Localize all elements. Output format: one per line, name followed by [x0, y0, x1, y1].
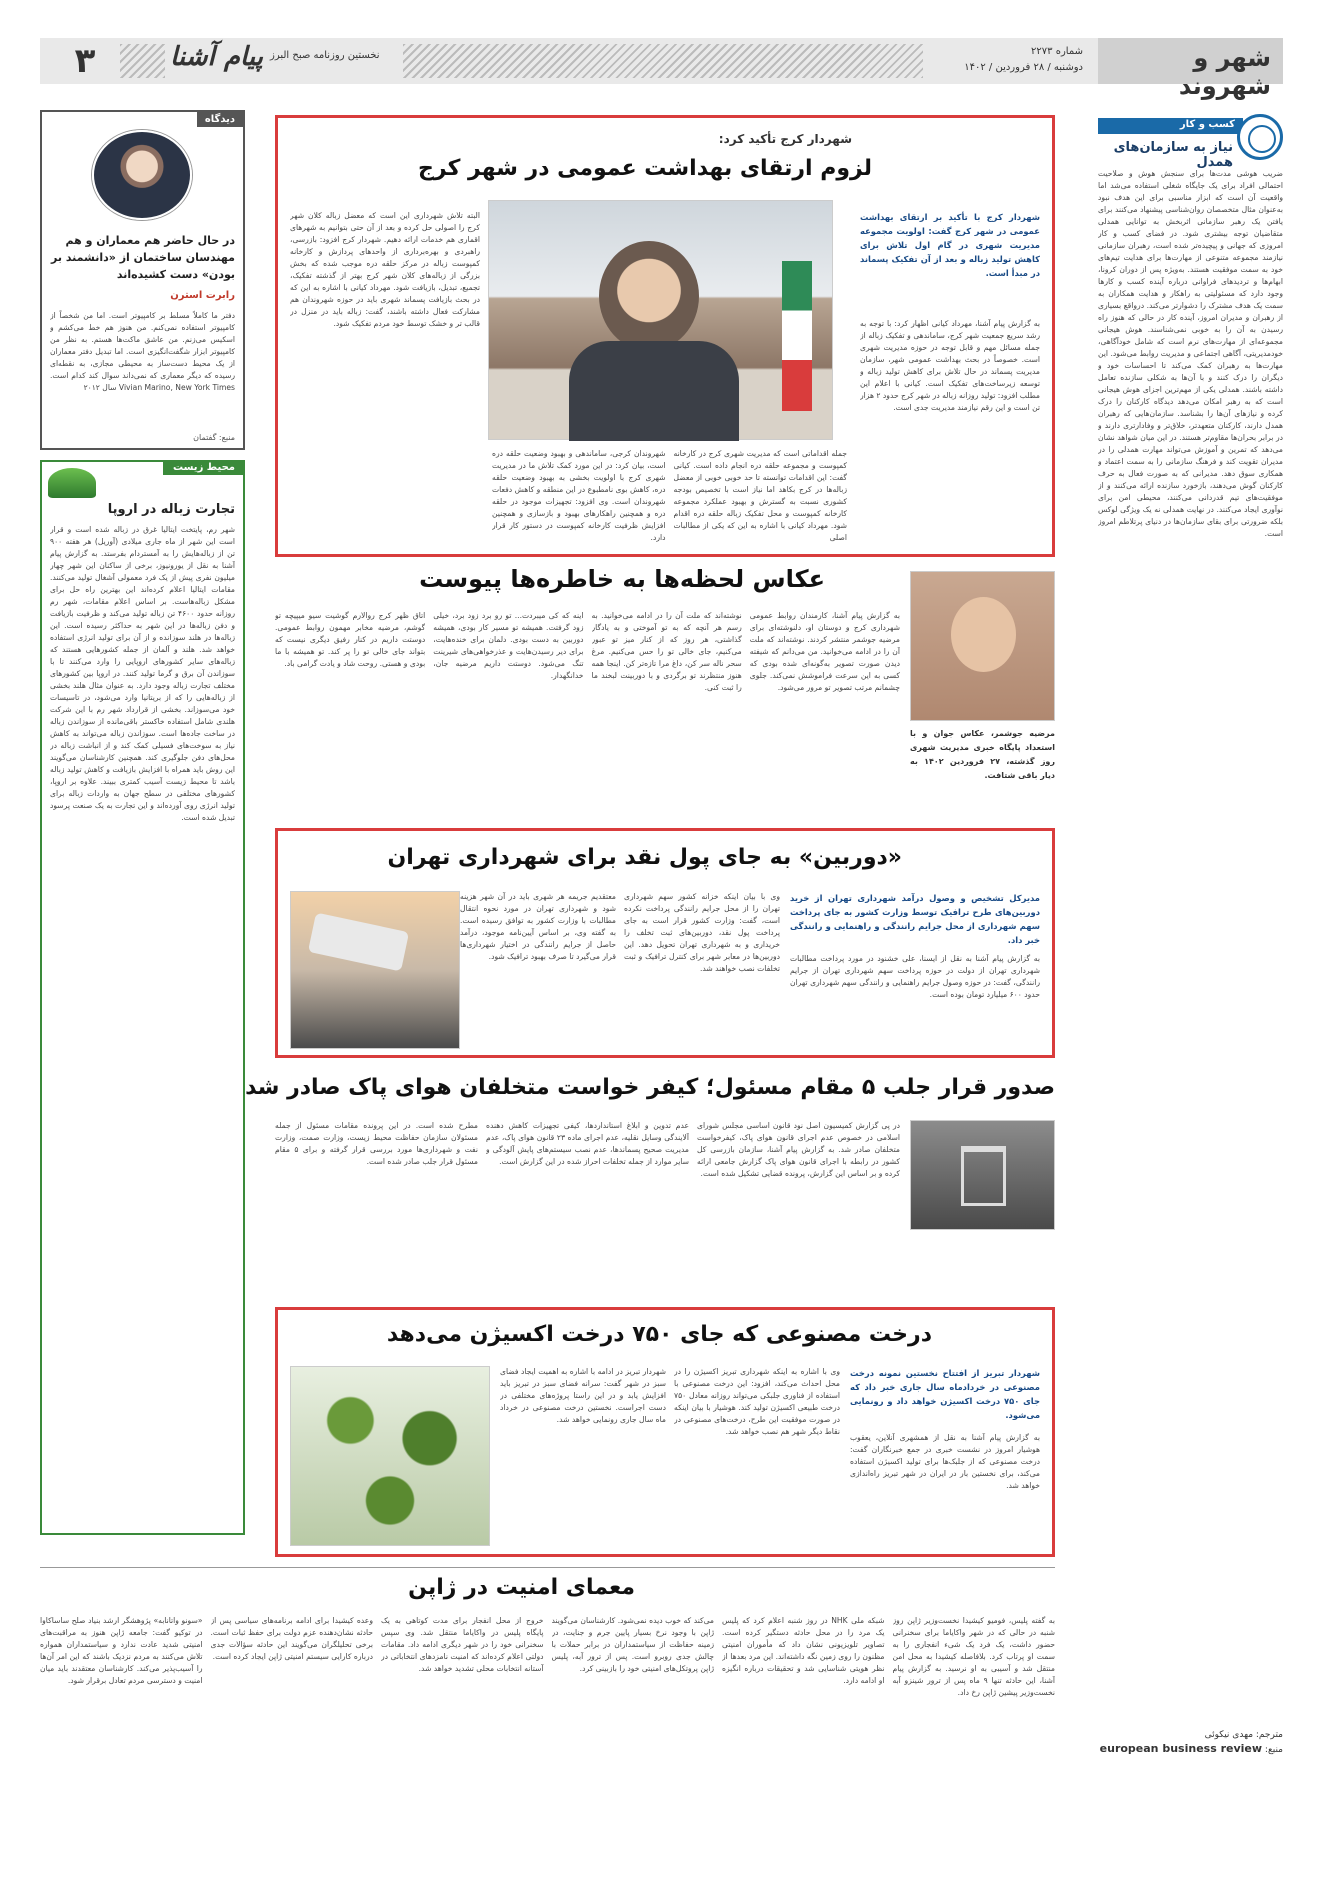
- article-column: وعده کیشیدا برای ادامه برنامه‌های سیاسی پس از حادثه نشان‌دهنده عزم دولت برای حفظ ثبات است. برخی تحلیلگران می‌گویند این حادثه سؤالات جدی درباره کارایی سیستم امنیتی ژاپن ایجاد کرده است.: [210, 1616, 373, 1661]
- source-name: european business review: [1099, 1742, 1263, 1755]
- article-body: [460, 891, 780, 1051]
- divider-line: [40, 1567, 1055, 1568]
- business-column: [1098, 110, 1283, 1840]
- article-column: به گزارش پیام آشنا، مهرداد کیانی اظهار کرد: با توجه به رشد سریع جمعیت شهر کرج، ساماندهی و تفکیک زباله از جمله مسائل مهم و قابل توجه در حوزه مدیریت شهری است. خصوصاً در بحث بهداشت عمومی شهر، سازمان مدیریت پسماند در حال تلاش برای کاهش تولید زباله و توسعه زیرساخت‌های تفکیک است. کیانی با اعلام این مطلب افزود: تولید روزانه زباله در شهر کرج حدود ۲ هزار تن است و این رقم نیازمند مدیریت جدی است.: [860, 319, 1040, 412]
- person-figure: [599, 241, 699, 351]
- viewpoint-quote: در حال حاضر هم معماران و هم مهندسان ساختمان از «دانشمند بر بودن» دست کشیده‌اند: [51, 234, 235, 281]
- article-body: [500, 1366, 840, 1551]
- article-headline: «دوربین» به جای پول نقد برای شهرداری تهران: [387, 845, 902, 870]
- business-title: نیاز به سازمان‌های همدل: [1113, 140, 1233, 170]
- issue-info: [964, 44, 1083, 76]
- article-body: [860, 318, 1040, 548]
- article-headline: معمای امنیت در ژاپن: [408, 1575, 635, 1600]
- article-lead: شهردار کرج با تأکید بر ارتقای بهداشت عمومی در شهر کرج گفت: اولویت مجموعه مدیریت شهری در گام اول تلاش برای کاهش تولید زباله و بعد از آن تفکیک پسماند در مبدأ است.: [860, 212, 1040, 278]
- article-column: «سونو واتانابه» پژوهشگر ارشد بنیاد صلح ساساکاوا در توکیو گفت: جامعه ژاپن هنوز به مراقبت‌های امنیتی شدید عادت ندارد و سیاستمداران همواره تلاش می‌کنند به مردم نزدیک باشند که این امر آن‌ها را آسیب‌پذیر می‌کند. کارشناسان معتقدند باید میان امنیت و دسترسی مردم تعادل برقرار شود.: [40, 1616, 203, 1685]
- article-column: عدم تدوین و ابلاغ استانداردها، کیفی تجهیزات کاهش دهنده آلایندگی وسایل نقلیه، عدم اجرای ماده ۲۳ قانون هوای پاک، عدم مدیریت صحیح پسماندها، عدم نصب سیستم‌های پایش آلودگی و سایر موارد از جمله تخلفات احراز شده در این گزارش است.: [486, 1121, 689, 1166]
- tagline: نخستین روزنامه صبح البرز: [270, 50, 380, 61]
- viewpoint-body: دفتر ما کاملاً مسلط بر کامپیوتر است. اما من شخصاً از کامپیوتر استفاده نمی‌کنم. من هنوز هم خط می‌کشم و اسکیس می‌زنم. من عاشق ماکت‌ها هستم. به نظر من کامپیوتر ابزار شگفت‌انگیزی است. اما تبدیل دفتر معماران از یک محیط دست‌ساز به محیطی مجازی، به نقطه‌ای رسیده که دیگر معماری که نمی‌داند سوال کند کدام است. Vivian Marino, New York Times سال ۲۰۱۲: [50, 311, 235, 392]
- suit-shape: [569, 341, 739, 441]
- environment-title: تجارت زباله در اروپا: [107, 502, 235, 517]
- article-column: به گفته پلیس، فومیو کیشیدا نخست‌وزیر ژاپن روز شنبه در حالی که در شهر واکایاما برای سخنرانی حضور داشت، یک فرد یک شیء انفجاری را به سمت او پرتاب کرد. بلافاصله کیشیدا به محل امن منتقل شد و آسیبی به او نرسید. به گزارش پیام آشنا، این حادثه تنها ۹ ماه پس از ترور شینزو آبه نخست‌وزیر پیشین ژاپن رخ داد.: [892, 1616, 1055, 1697]
- environment-body: شهر رم، پایتخت ایتالیا غرق در زباله شده است و قرار است این شهر از ماه جاری میلادی (آوریل) هر هفته ۹۰۰ تن از زباله‌هایش را به آمستردام بفرستد. به گزارش پیام آشنا به نقل از یورونیوز، برخی از ساکنان این شهر چهار میلیون نفری پیش از یک فرد معمولی آشغال تولید می‌کنند. مقامات ایتالیا اعلام کرده‌اند این بهترین راه حل برای مشکل زباله‌هاست. بر اساس اعلام مقامات، شهر رم روزانه حدود ۴۶۰۰ تن زباله تولید می‌کند و ظرفیت بازیافت و دفن زباله‌ها در این شهر به حداکثر رسیده است. این زباله‌ها در هلند سوزانده و از آن برای تولید انرژی استفاده خواهد شد. هلند و آلمان از جمله کشورهایی هستند که زباله‌های سایر کشورهای اروپایی را وارد می‌کنند تا با سوزاندن آن برق و گرما تولید کنند. در اروپا بین کشورهای مختلف تجارت زباله وجود دارد. به عنوان مثال هلند بخشی از زباله‌هایی را که از بریتانیا وارد می‌شود، در تاسیسات خود می‌سوزاند. بخشی از قرارداد شهر رم با این شرکت هلندی شامل استفاده خاکستر باقی‌مانده از سوزاندن زباله در ساخت جاده‌ها است. سوزاندن زباله می‌تواند به کاهش نیاز به سوخت‌های فسیلی کمک کند و از انباشت زباله در محل‌های دفن جلوگیری کند. همچنین کارشناسان می‌گویند این روش باید همراه با افزایش بازیافت و کاهش تولید زباله باشد تا محیط زیست آسیب کمتری ببیند. علاوه بر اروپا، کشورهای مختلفی در سطح جهان به واردات زباله برای تولید انرژی روی آورده‌اند و این تجارت به یک صنعت پرسود تبدیل شده است.: [50, 525, 235, 822]
- viewpoint-author: رابرت استرن: [170, 290, 235, 301]
- business-credits: [1098, 1728, 1283, 1757]
- tree-canopy-photo: [290, 1366, 490, 1546]
- article-column: شهروندان کرجی، ساماندهی و بهبود وضعیت حلقه دره است، بیان کرد: در این مورد کمک تلاش ما در مدیریت شهری کرج با اولویت بخشی به بهبود وضعیت حلقه دره، کاهش بوی نامطبوع در این منطقه و کاهش دفعات شهروندان است. وی افزود: تجهیزات موجود در حلقه دره و همچنین راهکارهای بهبود و بازسازی و همچنین افزایش ظرفیت کارخانه کمپوست در دستور کار قرار دارد.: [492, 449, 666, 542]
- newspaper-logo: پیام آشنا: [170, 42, 263, 72]
- article-column: مطرح شده است. در این پرونده مقامات مسئول از جمله مسئولان سازمان حفاظت محیط زیست، وزارت صمت، وزارت نفت و شهرداری‌ها مورد بررسی قرار گرفته و برای ۵ مقام مسئول قرار جلب صادر شده است.: [275, 1121, 478, 1166]
- article-column: جمله اقداماتی است که مدیریت شهری کرج در کارخانه کمپوست و مجموعه حلقه دره انجام داده است. کیانی گفت: این اقدامات توانسته تا حد خوبی خوبی از معضل زباله‌ها در کرج بکاهد اما نیاز است با تخصیص بودجه کشوری نسبت به گسترش و بهبود عملکرد مجموعه کارخانه کمپوست و محل تفکیک زباله حلقه دره اقدام شود. مهرداد کیانی با اشاره به این که یکی از مطالبات اصلی: [673, 449, 847, 542]
- flag-shape: [782, 261, 812, 411]
- viewpoint-source: منبع: گفتمان: [193, 433, 235, 442]
- landscape-icon: [48, 468, 96, 498]
- article-tehran-cameras: [275, 828, 1055, 1058]
- face-shape: [951, 597, 1016, 672]
- author-portrait: [92, 130, 192, 220]
- article-column: اینه که کی میبردت... تو رو برد زود برد، خیلی زود گرفتت. همیشه تو مسیر کار بودی، همیشه دوربین به دست بودی. دلمان برای خنده‌هایت، برای دیر رسیدن‌هایت و عذرخواهی‌های شیرینت تنگ می‌شود. دوستت داریم مرضیه جان، خدانگهدار.: [433, 611, 584, 680]
- article-body: [275, 1120, 900, 1285]
- article-column: خروج از محل انفجار برای مدت کوتاهی به یک پایگاه پلیس در واکایاما منتقل شد. وی سپس سخنرانی خود را در شهر دیگری ادامه داد. مقامات دولتی اعلام کرده‌اند که امنیت نامزدهای انتخاباتی در آستانه انتخابات محلی تشدید خواهد شد.: [381, 1616, 544, 1673]
- article-column: نوشته‌اند که ملت آن را در ادامه می‌خوانید. به رسم هر آنچه که به تو آموختی و به یادگار گذاشتی، هر روز که از کنار میز تو عبور می‌کنیم، جای خالی تو را حس می‌کنیم. مرغ سحر ناله سر کن، داغ مرا تازه‌تر کن. اینجا همه هنوز منتظرند تو برگردی و با دوربینت لبخند ما را ثبت کنی.: [591, 611, 742, 692]
- article-column: وی با بیان اینکه خزانه کشور سهم شهرداری تهران را از محل جرایم رانندگی پرداخت نکرده است، گفت: وزارت کشور قرار است به جای پرداخت پول نقد، دوربین‌های ثبت تخلف را خریداری و به شهرداری تهران تحویل دهد. این دوربین‌ها در معابر شهر برای کنترل ترافیک و ثبت تخلفات نصب خواهند شد.: [624, 892, 780, 973]
- article-photographer: [275, 565, 1055, 815]
- article-japan-security: [40, 1565, 1055, 1855]
- article-column: شهردار تبریز در ادامه با اشاره به اهمیت ایجاد فضای سبز در شهر گفت: سرانه فضای سبز در تبریز باید افزایش یابد و در این راستا پروژه‌های مختلفی در دست اجراست. نخستین درخت مصنوعی در خرداد ماه سال جاری رونمایی خواهد شد.: [500, 1367, 666, 1424]
- mayor-photo: [488, 200, 833, 440]
- issue-number: شماره ۲۲۷۳: [1031, 46, 1083, 57]
- page-number: ۳: [74, 41, 96, 81]
- justice-photo: [910, 1120, 1055, 1230]
- issue-date: دوشنبه / ۲۸ فروردین / ۱۴۰۲: [964, 62, 1083, 73]
- article-body: [790, 953, 1040, 1053]
- article-column: به گزارش پیام آشنا به نقل از ایسنا، علی خشنود در مورد پرداخت مطالبات شهرداری تهران از دولت در حوزه پرداخت سهم شهرداری تهران از جرایم رانندگی، گفت: در حوزه وصول جرایم راهنمایی و رانندگی سهم شهرداری تهران حدود ۶۰۰ میلیارد تومان بوده است.: [790, 954, 1040, 999]
- environment-label: محیط زیست: [163, 460, 245, 475]
- article-karaj-hygiene: [275, 115, 1055, 557]
- article-column: می‌کند که خوب دیده نمی‌شود. کارشناسان می‌گویند ژاپن با وجود نرخ بسیار پایین جرم و جنایت، در زمینه حفاظت از سیاستمداران در برابر حملات با چالش جدی روبرو است. پس از ترور آبه، پلیس ژاپن پروتکل‌های امنیتی خود را بازبینی کرد.: [551, 1616, 714, 1673]
- photo-caption: مرضیه جوشمر، عکاس جوان و با استعداد پایگاه خبری مدیریت شهری روز گذشته، ۲۷ فروردین ۱۴۰۲ به دیار باقی شتافت.: [910, 729, 1055, 780]
- business-label: کسب و کار: [1098, 118, 1243, 134]
- article-lead: مدیرکل تشخیص و وصول درآمد شهرداری تهران از خرید دوربین‌های طرح ترافیک توسط وزارت کشور به جای پرداخت سهم شهرداری از محل جرایم رانندگی و راهنمایی و رانندگی خبر داد.: [790, 893, 1040, 945]
- scales-icon: [961, 1146, 1006, 1206]
- globe-icon: [1237, 114, 1283, 160]
- article-body: [850, 1432, 1040, 1552]
- article-artificial-tree: [275, 1307, 1055, 1557]
- article-column: وی با اشاره به اینکه شهرداری تبریز اکسیژن را در محل احداث می‌کند، افزود: این درخت مصنوعی با استفاده از فناوری جلبکی می‌تواند روزانه معادل ۷۵۰ درخت طبیعی اکسیژن تولید کند. هوشیار با بیان اینکه در صورت موفقیت این طرح، درخت‌های مصنوعی در نقاط دیگر شهر هم نصب خواهد شد.: [674, 1367, 840, 1436]
- article-headline: صدور قرار جلب ۵ مقام مسئول؛ کیفر خواست متخلفان هوای پاک صادر شد: [245, 1075, 1055, 1100]
- article-column: در پی گزارش کمیسیون اصل نود قانون اساسی مجلس شورای اسلامی در خصوص عدم اجرای قانون هوای پاک، کیفرخواست متخلفان صادر شد. به گزارش پیام آشنا، سازمان بازرسی کل کشور در رابطه با اجرای قانون هوای پاک گزارش جامعی ارائه کرده و بر اساس این گزارش، پرونده قضایی تشکیل شده است.: [697, 1121, 900, 1178]
- article-column: البته تلاش شهرداری این است که معضل زباله کلان شهر کرج را اصولی حل کرده و بعد از آن حتی بتوانیم به شهرهای اقماری هم خدمات ارائه دهیم. شهردار کرج افزود: بازرسی، راهبردی و بهره‌برداری از واحدهای پردازش و کارخانه کمپوست زباله در مرکز حلقه دره موجب شده که بخش بزرگی از زباله‌های کلان شهر کرج بهتر از گذشته تفکیک، تجمیع، تبدیل، بازیافت شود. مهرداد کیانی با اشاره به این که در بحث بازیافت پسماند شهری باید در حوزه شهروندان هم مشارکت فعال داشته باشند، گفت: زباله باید در منزل در قالب تر و خشک توسط خود مردم تفکیک شود.: [290, 211, 480, 328]
- article-body: [275, 610, 900, 805]
- article-headline: درخت مصنوعی که جای ۷۵۰ درخت اکسیژن می‌دهد: [386, 1322, 932, 1347]
- environment-box: [40, 460, 245, 1535]
- camera-photo: [290, 891, 460, 1049]
- section-banner: [1098, 38, 1283, 100]
- article-headline: عکاس لحظه‌ها به خاطره‌ها پیوست: [419, 565, 825, 593]
- article-lead: شهردار تبریز از افتتاح نخستین نمونه درخت مصنوعی در خردادماه سال جاری خبر داد که جای ۷۵۰ درخت اکسیژن خواهد داد و رونمایی می‌شود.: [850, 1368, 1040, 1420]
- business-body: ضریب هوشی مدت‌ها برای سنجش هوش و صلاحیت احتمالی افراد برای یک جایگاه شغلی استفاده می‌شد اما واقعیت آن است که ابزار مناسبی برای این هدف نبود به‌عنوان مثال متخصصان روان‌شناسی پیشنهاد می‌کنند برای یافتن یک رهبر سازمانی اثربخش به توانایی همدلی متقاضیان توجه بیشتری شود. در فضای کسب و کار امروزی که جهانی و پیچیده‌تر شده است، رهبران سازمانی نیازمند مجموعه متنوعی از مهارت‌ها برای هدایت تیم‌های خود به سمت موفقیت هستند. به‌ویژه پس از دوران کرونا، ابهام‌ها و تردیدهای فراوانی درباره آینده کسب و کارها وجود دارد که مسئولیتی به راهکار و هدایت همکاران به سمت یک هدف مشترک را دشوارتر می‌کند. درواقع بسیاری از رهبران و مدیران امروز، آینده کار در حالی که هنوز راه رسیدن به آن را به خوبی نمی‌شناسند. هوش هیجانی مجموعه‌ای از مهارت‌های نرم است که شامل خودآگاهی، خودمدیریتی، آگاهی اجتماعی و مدیریت روابط می‌شود. این مهارت‌ها به رهبران کمک می‌کند تا احساسات خود و دیگران را درک کنند و با آن‌ها به شکلی سازنده تعامل داشته باشند. همدلی یکی از مهم‌ترین اجزای هوش هیجانی است که به رهبر امکان می‌دهد دیدگاه کارکنان را درک کرده و نیازهای آن‌ها را بشناسد. سازمان‌هایی که رهبران همدل دارند، کارکنان متعهدتر، خلاق‌تر و وفادارتری دارند و در برابر بحران‌ها مقاوم‌تر هستند. در این میان شواهد نشان می‌دهد که تمرین و آموزش می‌تواند مهارت همدلی را در مدیران تقویت کند و فرهنگ سازمانی را به سمت اعتماد و همکاری سوق دهد. مدیرانی که به صورت فعال به حرف کارکنان گوش می‌دهند، بازخورد سازنده ارائه می‌کنند و از موفقیت‌های تیم قدردانی می‌کنند، محیطی امن برای نوآوری ایجاد می‌کنند. در نهایت همدلی نه یک ویژگی لوکس بلکه ضرورتی برای بقای سازمان‌ها در دنیای پرتلاطم امروز است.: [1098, 169, 1283, 538]
- section-title: شهر و شهروند: [1178, 44, 1271, 100]
- source-label: منبع:: [1264, 1745, 1283, 1755]
- masthead: [40, 38, 1283, 100]
- viewpoint-box: [40, 110, 245, 450]
- translator: مترجم: مهدی نیکوئی: [1204, 1730, 1283, 1740]
- article-body: [40, 1615, 1055, 1850]
- article-column: معتقدیم جریمه هر شهری باید در آن شهر هزینه شود و شهرداری تهران در مورد نحوه انتقال مطالبات با وزارت کشور به توافق رسیده است. به گفته وی، بر اساس آیین‌نامه موجود، درآمد حاصل از جرایم رانندگی در اختیار شهرداری‌ها قرار می‌گیرد تا صرف بهبود ترافیک شود.: [460, 892, 616, 961]
- article-body: [290, 210, 480, 550]
- photographer-photo: [910, 571, 1055, 721]
- article-column: به گزارش پیام آشنا به نقل از همشهری آنلاین، یعقوب هوشیار امروز در نشست خبری در جمع خبرنگاران گفت: درخت مصنوعی که از جلبک‌ها برای تولید اکسیژن استفاده می‌کند، برای نخستین بار در ایران در شهر تبریز راه‌اندازی خواهد شد.: [850, 1433, 1040, 1490]
- article-column: شبکه ملی NHK در روز شنبه اعلام کرد که پلیس یک مرد را در محل حادثه دستگیر کرده است. تصاویر تلویزیونی نشان داد که مأموران امنیتی مظنون را روی زمین نگه داشته‌اند. این مرد بعدها از نظر هویتی شناسایی شد و تحقیقات درباره انگیزه او ادامه دارد.: [722, 1616, 885, 1685]
- article-clean-air: [245, 1075, 1055, 1290]
- article-headline: لزوم ارتقای بهداشت عمومی در شهر کرج: [418, 156, 872, 181]
- hatch-decoration: [120, 44, 165, 78]
- left-column: [40, 110, 245, 1535]
- article-body: [492, 448, 847, 550]
- article-column: به گزارش پیام آشنا، کارمندان روابط عمومی شهرداری کرج و دوستان او، دلنوشته‌ای برای مرضیه جوشمر منتشر کردند. نوشته‌اند که ملت آن را در ادامه می‌خوانید. من می‌دانم که شیفته دیدن صورت تصویر به‌گونه‌ای شده بودی که کسی به این سرعت فراموشش نمی‌کند. جلوی چشمانم مرتب تصویر تو مرور می‌شود.: [749, 611, 900, 692]
- article-column: اتاق ظهر کرج روالارم گوشیت سیو میپیچه تو گوشم، مرضیه مخابر مهمون روابط عمومی. دوستت داریم در کنار رفیق دیگری نیست که بتواند جای خالی تو را پر کند. تو همیشه با ما بودی و هستی. روحت شاد و یادت گرامی باد.: [275, 611, 426, 668]
- article-kicker: شهردار کرج تأکید کرد:: [718, 132, 852, 146]
- business-header: [1098, 110, 1283, 170]
- camera-shape: [308, 913, 409, 972]
- hatch-decoration: [403, 44, 923, 78]
- viewpoint-label: دیدگاه: [197, 112, 243, 127]
